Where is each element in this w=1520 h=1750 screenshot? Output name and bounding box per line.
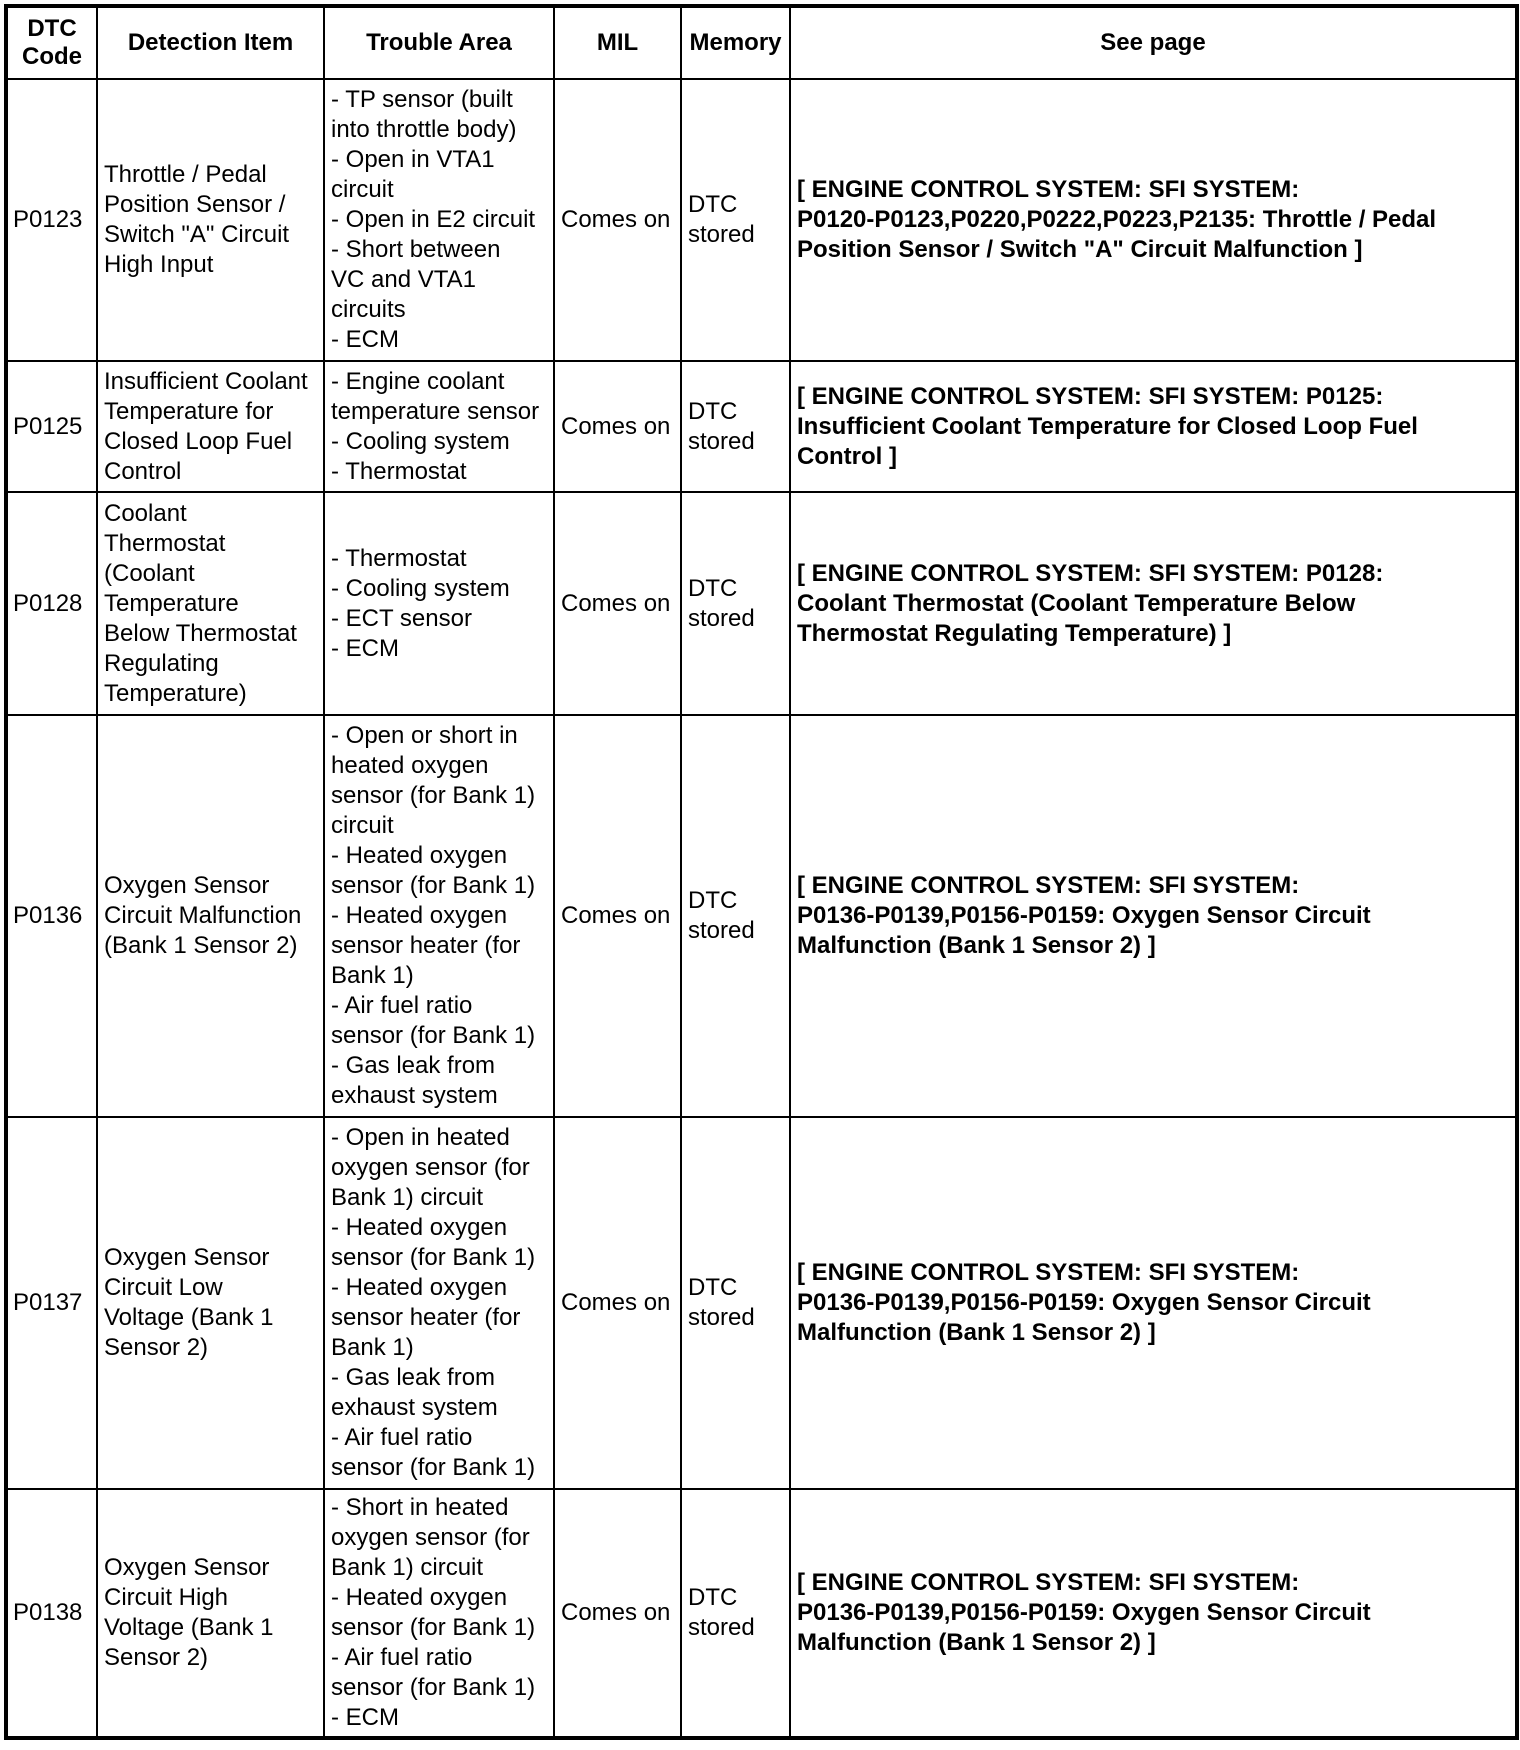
memory-cell bbox=[681, 1117, 790, 1489]
mil-cell: Comes on bbox=[554, 1117, 681, 1489]
mil-cell: Comes on bbox=[554, 492, 681, 715]
trouble-area-cell-line: oxygen sensor (for bbox=[331, 1154, 530, 1181]
see-page-cell-line: Coolant Thermostat (Coolant Temperature Below bbox=[797, 589, 1356, 617]
trouble-area-cell-line: VC and VTA1 bbox=[331, 266, 476, 293]
trouble-area-cell-line: - Cooling system bbox=[331, 427, 510, 455]
dtc-document-page bbox=[4, 4, 1519, 1740]
memory-cell bbox=[681, 1489, 790, 1738]
detection-item-cell-line: High Input bbox=[104, 251, 214, 278]
see-page-cell-line: P0136-P0139,P0156-P0159: Oxygen Sensor Circuit bbox=[797, 902, 1371, 929]
trouble-area-cell-line: - Gas leak from bbox=[331, 1364, 496, 1391]
trouble-area-cell-line: sensor (for Bank 1) bbox=[331, 1454, 536, 1481]
mil-cell: Comes on bbox=[554, 1489, 681, 1738]
trouble-area-cell-line: - Open in heated bbox=[331, 1124, 510, 1151]
detection-item-cell-line: Oxygen Sensor bbox=[104, 1244, 270, 1271]
detection-item-cell-line: Temperature bbox=[104, 589, 239, 617]
see-page-cell-line: P0136-P0139,P0156-P0159: Oxygen Sensor Circuit bbox=[797, 1599, 1371, 1626]
mil-cell: Comes on bbox=[554, 715, 681, 1117]
detection-item-cell-line: Insufficient Coolant bbox=[104, 367, 308, 395]
trouble-area-cell bbox=[324, 715, 554, 1117]
memory-cell-line: stored bbox=[688, 427, 755, 455]
trouble-area-cell bbox=[324, 1117, 554, 1489]
see-page-cell-line: P0120-P0123,P0220,P0222,P0223,P2135: Throttle / Pedal bbox=[797, 206, 1437, 233]
trouble-area-cell-line: - Open or short in bbox=[331, 722, 518, 749]
see-page-cell bbox=[790, 1117, 1517, 1489]
trouble-area-cell-line: - Open in VTA1 bbox=[331, 146, 495, 173]
detection-item-cell-line: Thermostat bbox=[104, 529, 226, 557]
header-see-page: See page bbox=[790, 6, 1517, 79]
see-page-cell-line: Control ] bbox=[797, 442, 897, 470]
header-memory: Memory bbox=[681, 6, 790, 79]
trouble-area-cell-line: Bank 1) bbox=[331, 962, 414, 989]
header-detection-item: Detection Item bbox=[97, 6, 324, 79]
detection-item-cell-line: Below Thermostat bbox=[104, 619, 297, 647]
memory-cell bbox=[681, 492, 790, 715]
memory-cell-line: DTC bbox=[688, 887, 738, 914]
detection-item-cell-line: Regulating bbox=[104, 649, 219, 677]
trouble-area-cell-line: - Short between bbox=[331, 236, 501, 263]
detection-item-cell-line: Closed Loop Fuel bbox=[104, 427, 293, 455]
dtc-table-body bbox=[6, 79, 1517, 1738]
see-page-cell-line: Position Sensor / Switch "A" Circuit Malfunction ] bbox=[797, 236, 1363, 263]
trouble-area-cell-line: - Engine coolant bbox=[331, 367, 505, 395]
trouble-area-cell-line: sensor heater (for bbox=[331, 1304, 521, 1331]
detection-item-cell-line: (Coolant bbox=[104, 559, 195, 587]
memory-cell-line: DTC bbox=[688, 191, 738, 218]
see-page-cell-line: Thermostat Regulating Temperature) ] bbox=[797, 619, 1232, 647]
see-page-cell bbox=[790, 361, 1517, 492]
detection-item-cell bbox=[97, 361, 324, 492]
trouble-area-cell-line: - Air fuel ratio bbox=[331, 1424, 473, 1451]
memory-cell-line: DTC bbox=[688, 574, 738, 602]
trouble-area-cell-line: exhaust system bbox=[331, 1082, 498, 1109]
detection-item-cell-line: Circuit Malfunction bbox=[104, 902, 302, 929]
trouble-area-cell-line: - ECT sensor bbox=[331, 604, 472, 632]
memory-cell-line: stored bbox=[688, 917, 755, 944]
detection-item-cell bbox=[97, 1489, 324, 1738]
detection-item-cell-line: Control bbox=[104, 457, 182, 485]
detection-item-cell-line: Throttle / Pedal bbox=[104, 161, 267, 188]
trouble-area-cell-line: - Air fuel ratio bbox=[331, 992, 473, 1019]
detection-item-cell-line: Switch "A" Circuit bbox=[104, 221, 290, 248]
detection-item-cell-line: Circuit High bbox=[104, 1584, 229, 1611]
trouble-area-cell bbox=[324, 1489, 554, 1738]
see-page-cell bbox=[790, 1489, 1517, 1738]
trouble-area-cell-line: oxygen sensor (for bbox=[331, 1524, 530, 1551]
header-trouble-area: Trouble Area bbox=[324, 6, 554, 79]
memory-cell bbox=[681, 715, 790, 1117]
see-page-cell-line: [ ENGINE CONTROL SYSTEM: SFI SYSTEM: P0125: bbox=[797, 382, 1384, 410]
trouble-area-cell-line: circuit bbox=[331, 176, 394, 203]
see-page-cell-line: P0136-P0139,P0156-P0159: Oxygen Sensor Circuit bbox=[797, 1289, 1371, 1316]
memory-cell-line: DTC bbox=[688, 1274, 738, 1301]
detection-item-cell-line: Sensor 2) bbox=[104, 1644, 209, 1671]
trouble-area-cell-line: Bank 1) circuit bbox=[331, 1184, 484, 1211]
trouble-area-cell-line: - Heated oxygen bbox=[331, 1584, 508, 1611]
trouble-area-cell-line: - Open in E2 circuit bbox=[331, 206, 536, 233]
trouble-area-cell-line: temperature sensor bbox=[331, 397, 540, 425]
header-dtc-code bbox=[6, 6, 97, 79]
see-page-cell-line: [ ENGINE CONTROL SYSTEM: SFI SYSTEM: bbox=[797, 1259, 1300, 1286]
dtc-code-cell: P0125 bbox=[6, 361, 97, 492]
trouble-area-cell-line: - Gas leak from bbox=[331, 1052, 496, 1079]
table-row bbox=[6, 1117, 1517, 1489]
trouble-area-cell-line: sensor (for Bank 1) bbox=[331, 1244, 536, 1271]
mil-cell: Comes on bbox=[554, 361, 681, 492]
dtc-code-cell: P0128 bbox=[6, 492, 97, 715]
detection-item-cell-line: Circuit Low bbox=[104, 1274, 223, 1301]
trouble-area-cell-line: sensor heater (for bbox=[331, 932, 521, 959]
see-page-cell bbox=[790, 492, 1517, 715]
see-page-cell-line: [ ENGINE CONTROL SYSTEM: SFI SYSTEM: bbox=[797, 872, 1300, 899]
trouble-area-cell-line: circuit bbox=[331, 812, 394, 839]
trouble-area-cell bbox=[324, 361, 554, 492]
trouble-area-cell bbox=[324, 492, 554, 715]
mil-cell: Comes on bbox=[554, 79, 681, 361]
trouble-area-cell-line: - Heated oxygen bbox=[331, 842, 508, 869]
trouble-area-cell-line: circuits bbox=[331, 296, 406, 323]
trouble-area-cell-line: - ECM bbox=[331, 326, 399, 353]
see-page-cell-line: Insufficient Coolant Temperature for Closed Loop Fuel bbox=[797, 412, 1418, 440]
detection-item-cell-line: Oxygen Sensor bbox=[104, 872, 270, 899]
dtc-code-cell: P0137 bbox=[6, 1117, 97, 1489]
trouble-area-cell-line: sensor (for Bank 1) bbox=[331, 1022, 536, 1049]
detection-item-cell-line: Oxygen Sensor bbox=[104, 1554, 270, 1581]
trouble-area-cell-line: heated oxygen bbox=[331, 752, 489, 779]
see-page-cell bbox=[790, 715, 1517, 1117]
detection-item-cell-line: Voltage (Bank 1 bbox=[104, 1614, 274, 1641]
trouble-area-cell-line: - ECM bbox=[331, 634, 399, 662]
trouble-area-cell-line: - Thermostat bbox=[331, 544, 467, 572]
table-row bbox=[6, 1489, 1517, 1738]
trouble-area-cell-line: - ECM bbox=[331, 1704, 399, 1731]
trouble-area-cell-line: - Heated oxygen bbox=[331, 1214, 508, 1241]
dtc-code-cell: P0136 bbox=[6, 715, 97, 1117]
detection-item-cell bbox=[97, 492, 324, 715]
memory-cell-line: stored bbox=[688, 604, 755, 632]
trouble-area-cell-line: - Cooling system bbox=[331, 574, 510, 602]
trouble-area-cell-line: sensor (for Bank 1) bbox=[331, 782, 536, 809]
see-page-cell-line: Malfunction (Bank 1 Sensor 2) ] bbox=[797, 1319, 1156, 1346]
see-page-cell-line: [ ENGINE CONTROL SYSTEM: SFI SYSTEM: bbox=[797, 1569, 1300, 1596]
trouble-area-cell-line: sensor (for Bank 1) bbox=[331, 1614, 536, 1641]
trouble-area-cell-line: exhaust system bbox=[331, 1394, 498, 1421]
header-dtc-code-line: DTC bbox=[27, 15, 77, 42]
table-row bbox=[6, 715, 1517, 1117]
detection-item-cell-line: Temperature for bbox=[104, 397, 274, 425]
detection-item-cell-line: Voltage (Bank 1 bbox=[104, 1304, 274, 1331]
memory-cell-line: stored bbox=[688, 1304, 755, 1331]
trouble-area-cell-line: sensor (for Bank 1) bbox=[331, 1674, 536, 1701]
detection-item-cell-line: Temperature) bbox=[104, 679, 247, 707]
trouble-area-cell-line: - Short in heated bbox=[331, 1494, 509, 1521]
memory-cell bbox=[681, 79, 790, 361]
trouble-area-cell-line: - Heated oxygen bbox=[331, 902, 508, 929]
header-mil: MIL bbox=[554, 6, 681, 79]
trouble-area-cell-line: - Thermostat bbox=[331, 457, 467, 485]
detection-item-cell-line: Position Sensor / bbox=[104, 191, 286, 218]
detection-item-cell-line: (Bank 1 Sensor 2) bbox=[104, 932, 298, 959]
see-page-cell-line: [ ENGINE CONTROL SYSTEM: SFI SYSTEM: P0128: bbox=[797, 559, 1384, 587]
header-row bbox=[6, 6, 1517, 79]
table-row bbox=[6, 79, 1517, 361]
detection-item-cell-line: Sensor 2) bbox=[104, 1334, 209, 1361]
see-page-cell-line: Malfunction (Bank 1 Sensor 2) ] bbox=[797, 932, 1156, 959]
memory-cell-line: stored bbox=[688, 221, 755, 248]
trouble-area-cell-line: sensor (for Bank 1) bbox=[331, 872, 536, 899]
memory-cell-line: stored bbox=[688, 1614, 755, 1641]
memory-cell bbox=[681, 361, 790, 492]
see-page-cell bbox=[790, 79, 1517, 361]
table-row bbox=[6, 492, 1517, 715]
trouble-area-cell-line: Bank 1) circuit bbox=[331, 1554, 484, 1581]
see-page-cell-line: [ ENGINE CONTROL SYSTEM: SFI SYSTEM: bbox=[797, 176, 1300, 203]
detection-item-cell-line: Coolant bbox=[104, 499, 187, 527]
trouble-area-cell-line: - Air fuel ratio bbox=[331, 1644, 473, 1671]
dtc-code-cell: P0123 bbox=[6, 79, 97, 361]
dtc-table bbox=[4, 4, 1519, 1740]
detection-item-cell bbox=[97, 79, 324, 361]
detection-item-cell bbox=[97, 1117, 324, 1489]
trouble-area-cell-line: - TP sensor (built bbox=[331, 86, 513, 113]
dtc-code-cell: P0138 bbox=[6, 1489, 97, 1738]
header-dtc-code-line: Code bbox=[22, 43, 82, 70]
trouble-area-cell-line: into throttle body) bbox=[331, 116, 517, 143]
trouble-area-cell bbox=[324, 79, 554, 361]
memory-cell-line: DTC bbox=[688, 1584, 738, 1611]
memory-cell-line: DTC bbox=[688, 397, 738, 425]
see-page-cell-line: Malfunction (Bank 1 Sensor 2) ] bbox=[797, 1629, 1156, 1656]
detection-item-cell bbox=[97, 715, 324, 1117]
trouble-area-cell-line: Bank 1) bbox=[331, 1334, 414, 1361]
trouble-area-cell-line: - Heated oxygen bbox=[331, 1274, 508, 1301]
table-row bbox=[6, 361, 1517, 492]
